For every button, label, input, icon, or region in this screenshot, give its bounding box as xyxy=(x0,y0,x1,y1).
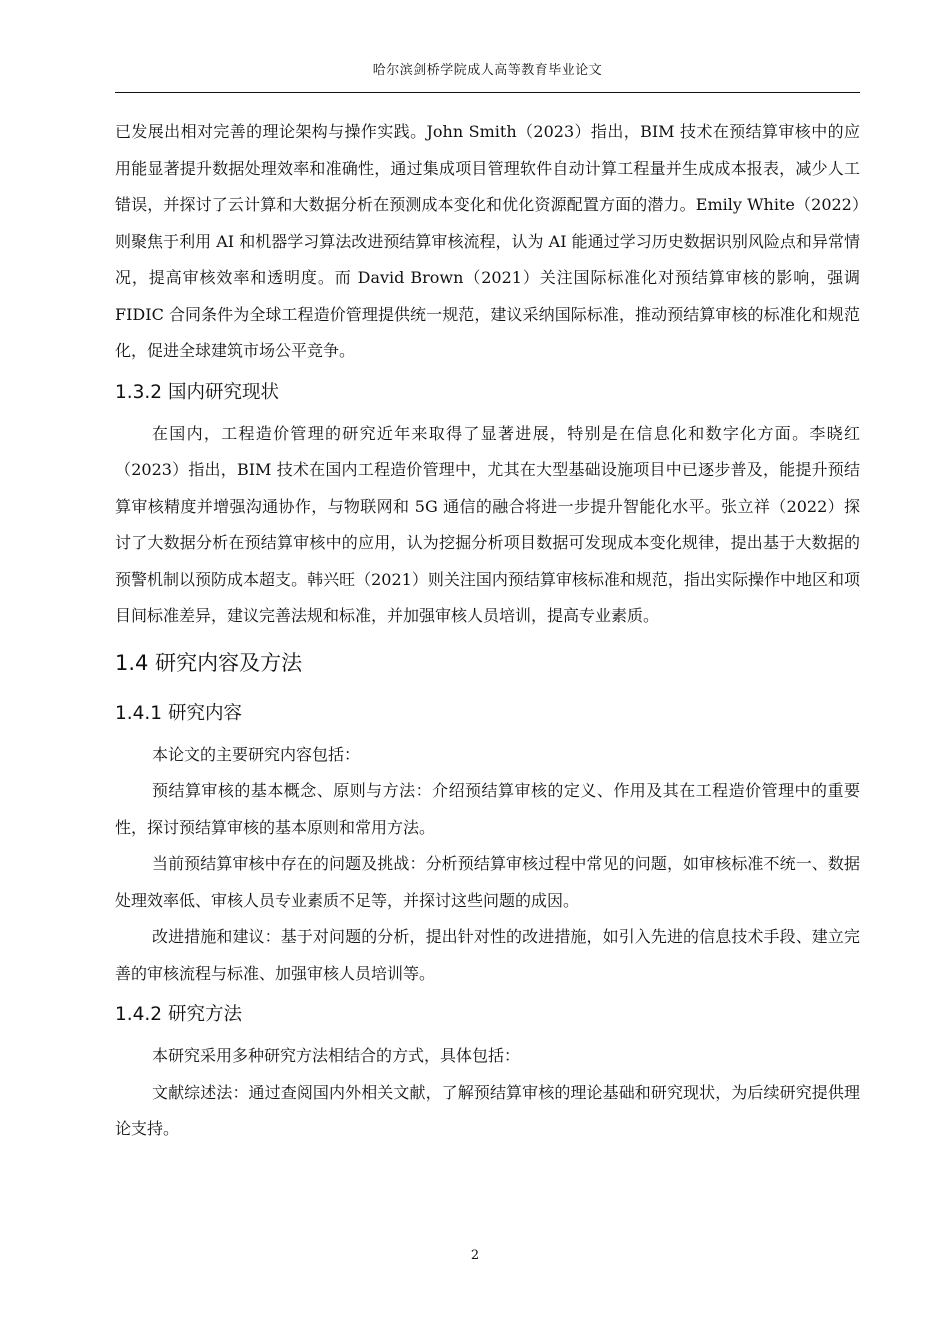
paragraph-method-literature-review: 文献综述法：通过查阅国内外相关文献，了解预结算审核的理论基础和研究现状，为后续研究提供理论支持。 xyxy=(115,1082,860,1138)
paragraph-foreign-research-continued: 已发展出相对完善的理论架构与操作实践。John Smith（2023）指出，BIM 技术在预结算审核中的应用能显著提升数据处理效率和准确性，通过集成项目管理软件自动计算工程量并生成成本报表，减少人工错误，并探讨了云计算和大数据分析在预测成本变化和优化资源配置方面的潜力。Emily White（2022）则聚焦于利用 AI 和机器学习算法改进预结算审核流程，认为 AI 能通过学习历史数据识别风险点和异常情况，提高审核效率和透明度。而 David Brown（2021）关注国际标准化对预结算审核的影响，强调 FIDIC 合同条件为全球工程造价管理提供统一规范，建议采纳国际标准，推动预结算审核的标准化和规范化，促进全球建筑市场公平竞争。 xyxy=(115,122,860,360)
running-header: 哈尔滨剑桥学院成人高等教育毕业论文 xyxy=(372,63,603,78)
paragraph-content-item-2: 当前预结算审核中存在的问题及挑战：分析预结算审核过程中常见的问题，如审核标准不统一、数据处理效率低、审核人员专业素质不足等，并探讨这些问题的成因。 xyxy=(115,854,860,910)
header-divider xyxy=(115,92,860,93)
paragraph-content-intro: 本论文的主要研究内容包括： xyxy=(152,744,361,764)
section-heading-1-3-2: 1.3.2 国内研究现状 xyxy=(115,381,279,403)
paragraph-content-item-3: 改进措施和建议：基于对问题的分析，提出针对性的改进措施，如引入先进的信息技术手段、建立完善的审核流程与标准、加强审核人员培训等。 xyxy=(115,927,860,983)
section-heading-1-4-1: 1.4.1 研究内容 xyxy=(115,702,242,724)
paragraph-content-item-1: 预结算审核的基本概念、原则与方法：介绍预结算审核的定义、作用及其在工程造价管理中的重要性，探讨预结算审核的基本原则和常用方法。 xyxy=(115,781,860,837)
paragraph-methods-intro: 本研究采用多种研究方法相结合的方式，具体包括： xyxy=(152,1046,521,1065)
paragraph-domestic-research: 在国内，工程造价管理的研究近年来取得了显著进展，特别是在信息化和数字化方面。李晓红（2023）指出，BIM 技术在国内工程造价管理中，尤其在大型基础设施项目中已逐步普及，能提升预结算审核精度并增强沟通协作，与物联网和 5G 通信的融合将进一步提升智能化水平。张立祥（2022）探讨了大数据分析在预结算审核中的应用，认为挖掘分析项目数据可发现成本变化规律，提出基于大数据的预警机制以预防成本超支。韩兴旺（2021）则关注国内预结算审核标准和规范，指出实际操作中地区和项目间标准差异，建议完善法规和标准，并加强审核人员培训，提高专业素质。 xyxy=(115,423,860,625)
page-number: 2 xyxy=(470,1248,480,1263)
section-heading-1-4: 1.4 研究内容及方法 xyxy=(115,650,303,675)
section-heading-1-4-2: 1.4.2 研究方法 xyxy=(115,1004,242,1025)
page-body xyxy=(115,114,860,1148)
